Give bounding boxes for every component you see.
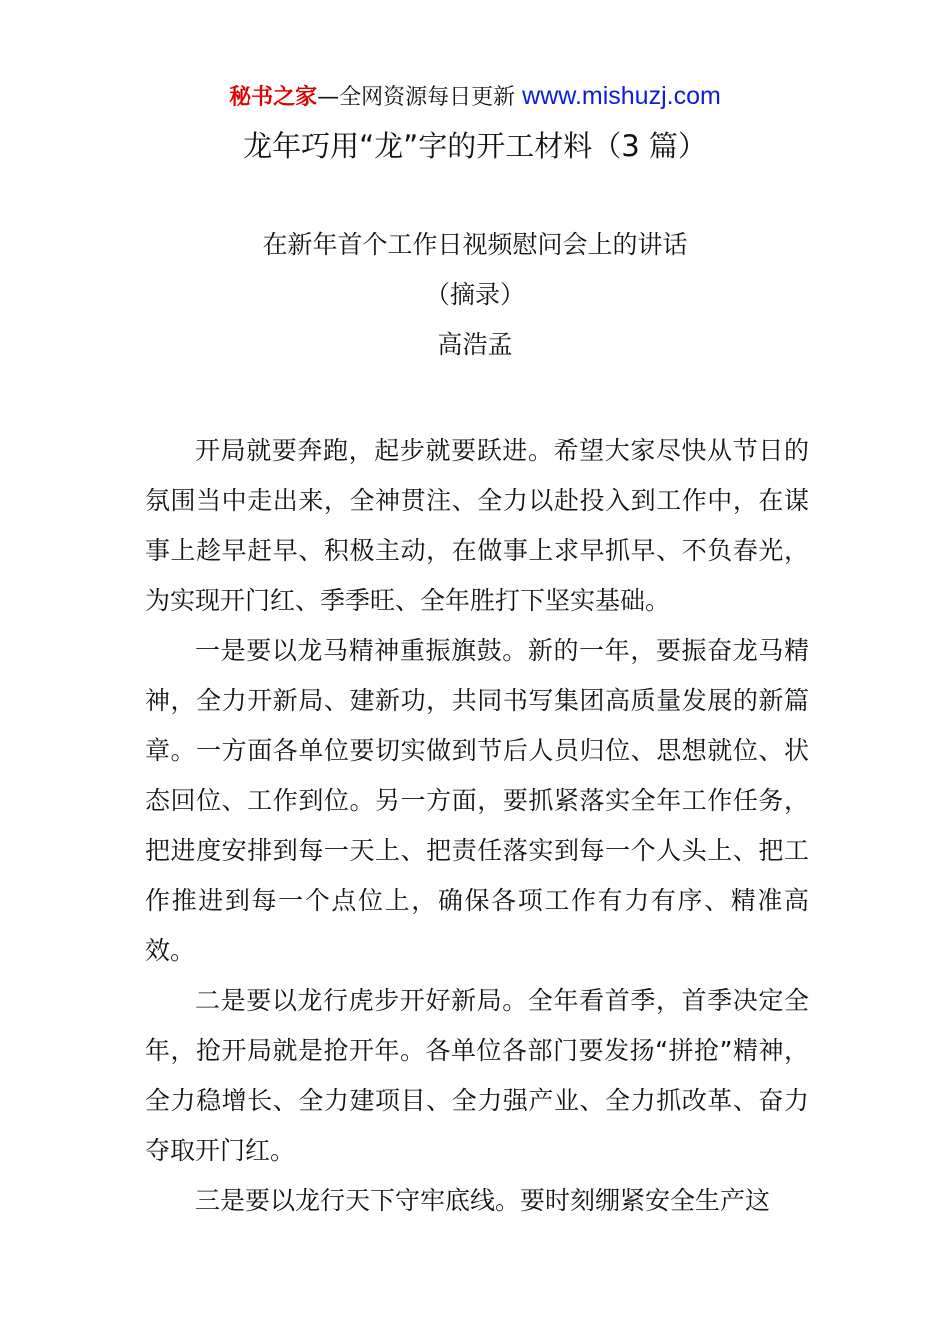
body-paragraph: 一是要以龙马精神重振旗鼓。新的一年，要振奋龙马精神，全力开新局、建新功，共同书写集团高质量发展的新篇章。一方面各单位要切实做到节后人员归位、思想就位、状态回位、工作到位。另一方面，要抓紧落实全年工作任务，把进度安排到每一天上、把责任落实到每一个人头上、把工作推进到每一个点位上，确保各项工作有力有序、精准高效。 bbox=[145, 636, 809, 965]
excerpt-note: （摘录） bbox=[424, 280, 525, 309]
body-paragraph: 二是要以龙行虎步开好新局。全年看首季，首季决定全年，抢开局就是抢开年。各单位各部门要发扬“拼抢”精神，全力稳增长、全力建项目、全力强产业、全力抓改革、奋力夺取开门红。 bbox=[145, 986, 809, 1165]
brand-name: 秘书之家 bbox=[229, 85, 318, 110]
body-paragraph: 开局就要奔跑，起步就要跃进。希望大家尽快从节日的氛围当中走出来，全神贯注、全力以赴投入到工作中，在谋事上趁早赶早、积极主动，在做事上求早抓早、不负春光，为实现开门红、季季旺、全年胜打下坚实基础。 bbox=[145, 436, 809, 615]
document-body bbox=[145, 426, 809, 1226]
body-paragraph: 三是要以龙行天下守牢底线。要时刻绷紧安全生产这 bbox=[195, 1186, 771, 1215]
document-title: 龙年巧用“龙”字的开工材料（3 篇） bbox=[243, 129, 707, 163]
speech-subtitle: 在新年首个工作日视频慰问会上的讲话 bbox=[262, 230, 688, 259]
site-tagline: —全网资源每日更新 bbox=[317, 85, 523, 110]
author-name: 高浩孟 bbox=[437, 330, 513, 359]
site-url-link[interactable]: www.mishuzj.com bbox=[522, 82, 721, 110]
site-header bbox=[0, 80, 950, 114]
